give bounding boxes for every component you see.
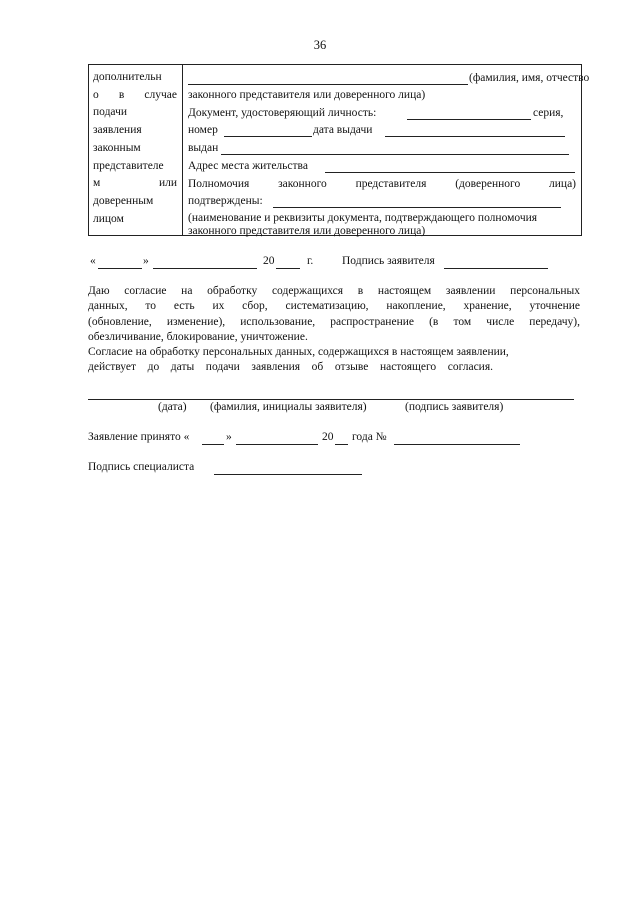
left-cell-line: дополнительн bbox=[93, 71, 162, 83]
address-field[interactable] bbox=[325, 172, 575, 173]
acceptance-day-field[interactable] bbox=[202, 444, 224, 445]
number-label: номер bbox=[188, 124, 218, 136]
month-field[interactable] bbox=[153, 268, 257, 269]
confirmed-label: подтверждены: bbox=[188, 195, 263, 207]
issue-date-label: дата выдачи bbox=[313, 124, 373, 136]
open-quote: « bbox=[90, 255, 96, 267]
series-label: серия, bbox=[533, 107, 564, 119]
left-cell-line: м или bbox=[93, 177, 177, 190]
doc-description: (наименование и реквизиты документа, подтверждающего полномочия bbox=[188, 212, 538, 224]
acceptance-month-field[interactable] bbox=[236, 444, 318, 445]
powers-doc-field[interactable] bbox=[273, 207, 561, 208]
left-cell-line: законным bbox=[93, 141, 141, 154]
applicant-signature-field[interactable] bbox=[444, 268, 548, 269]
sign-caption: (подпись заявителя) bbox=[405, 401, 504, 413]
doc-description-cont: законного представителя или доверенного лица) bbox=[188, 225, 426, 237]
left-cell-line: представителе bbox=[93, 159, 164, 172]
column-divider bbox=[182, 65, 183, 235]
doc-type-field[interactable] bbox=[407, 119, 531, 120]
specialist-label: Подпись специалиста bbox=[88, 461, 195, 473]
issued-by-field[interactable] bbox=[221, 154, 569, 155]
left-cell-line: о в случае bbox=[93, 88, 177, 101]
registration-number-field[interactable] bbox=[394, 444, 520, 445]
address-label: Адрес места жительства bbox=[188, 160, 308, 172]
identity-doc-label: Документ, удостоверяющий личность: bbox=[188, 107, 377, 119]
acceptance-close-quote: » bbox=[226, 431, 232, 443]
representative-table bbox=[88, 64, 590, 237]
powers-line: Полномочия законного представителя (доверенного лица) bbox=[188, 178, 576, 190]
signature-label: Подпись заявителя bbox=[342, 255, 435, 267]
page-number: 36 bbox=[313, 38, 327, 52]
left-cell-line: доверенным bbox=[93, 194, 154, 207]
acceptance-label: Заявление принято « bbox=[88, 431, 190, 443]
year-suffix: г. bbox=[307, 255, 314, 267]
acceptance-year-field[interactable] bbox=[335, 444, 348, 445]
left-cell-line: заявления bbox=[93, 124, 142, 137]
date-caption: (дата) bbox=[158, 401, 187, 413]
issue-date-field[interactable] bbox=[385, 136, 565, 137]
left-cell-line: лицом bbox=[93, 212, 124, 225]
name-caption: (фамилия, инициалы заявителя) bbox=[210, 401, 367, 413]
year-field[interactable] bbox=[276, 268, 300, 269]
acceptance-year-prefix: 20 bbox=[322, 431, 334, 443]
consent-paragraph: Даю согласие на обработку содержащихся в настоящем заявлении персональных данных, то есть их сбор, систематизацию, накопление, хранение, уточнение (обновление, изменение), использование, распространение (в том числе передачу), обезличивание, блокирование, уничтожение. Согласие на обработку персональных данных, содержащихся в настоящем заявлении, действует до даты подачи заявления об отзыве настоящего согласия. bbox=[88, 285, 580, 374]
acceptance-year-word: года № bbox=[352, 431, 387, 443]
issued-by-label: выдан bbox=[188, 142, 219, 154]
doc-number-field[interactable] bbox=[224, 136, 312, 137]
fio-label-cont: законного представителя или доверенного лица) bbox=[188, 89, 426, 101]
day-field[interactable] bbox=[98, 268, 142, 269]
fio-label: (фамилия, имя, отчество bbox=[469, 72, 590, 84]
year-prefix: 20 bbox=[263, 255, 275, 267]
consent-signature-field[interactable] bbox=[88, 399, 574, 400]
left-cell-line: подачи bbox=[93, 106, 128, 119]
close-quote: » bbox=[143, 255, 149, 267]
specialist-signature-field[interactable] bbox=[214, 474, 362, 475]
fio-field[interactable] bbox=[188, 84, 468, 85]
